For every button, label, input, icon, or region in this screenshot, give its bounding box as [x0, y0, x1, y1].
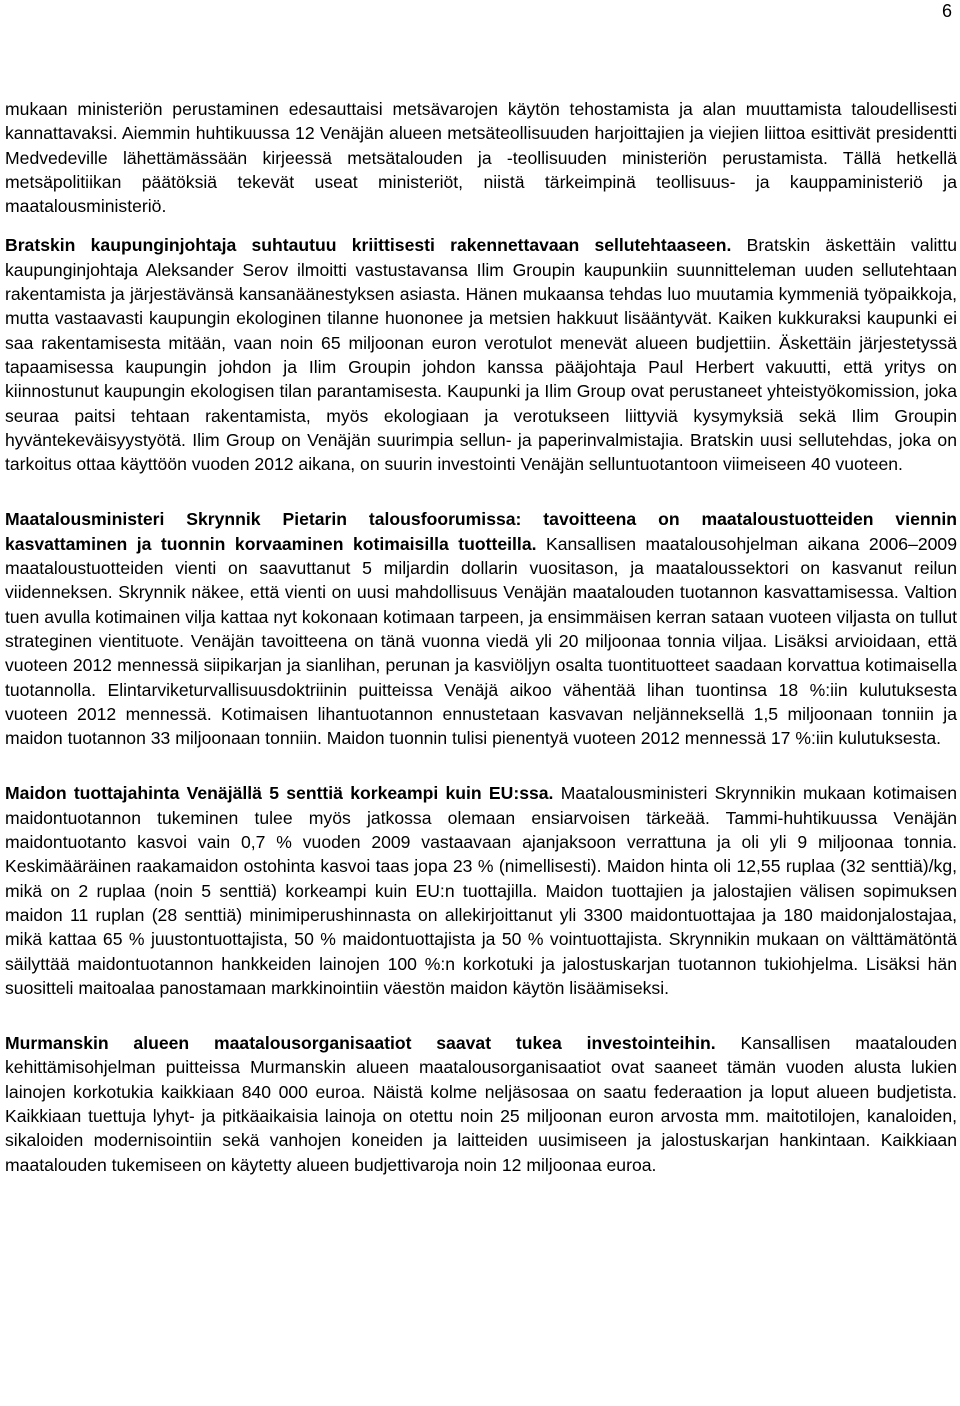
- paragraph-heading: Murmanskin alueen maatalousorganisaatiot saavat tukea investointeihin.: [5, 1033, 716, 1054]
- paragraph-text: Kansallisen maatalousohjelman aikana 2006–2009 maataloustuotteiden vienti on saavuttanut 5 miljardin dollarin vuositason, ja maataloussektori on kasvanut reilun viidenneksen. Skrynnik näkee, että vienti on uusi mahdollisuus Venäjän maatalouden tuotannon kasvattamisessa. Valtion tuen avulla kotimainen vilja kattaa nyt kokonaan kotimaan tarpeen, ja ensimmäisen kerran sataan vuoteen viljasta on tullut strateginen vientituote. Venäjän tavoitteena on tänä vuonna viedä yli 20 miljoonaa tonnia viljaa. Lisäksi arvioidaan, että vuoteen 2012 mennessä siipikarjan ja sianlihan, perunan ja kasviöljyn osalta tuontituotteet saadaan korvattua kotimaisella tuotannolla. Elintarviketurvallisuusdoktriinin puitteissa Venäjä aikoo vähentää lihan tuontinsa 18 %:iin kulutuksesta vuoteen 2012 mennessä. Kotimaisen lihantuotannon ennustetaan kasvavan neljänneksellä 1,5 miljoonaan tonniin ja maidon tuotannon 33 miljoonaan tonniin. Maidon tuonnin tulisi pienentyä vuoteen 2012 mennessä 17 %:iin kulutuksesta.: [5, 533, 957, 749]
- paragraph-skrynnik-forum: [5, 507, 957, 750]
- document-body: [5, 97, 957, 1177]
- paragraph-heading: Bratskin kaupunginjohtaja suhtautuu kriittisesti rakennettavaan sellutehtaaseen.: [5, 235, 732, 256]
- paragraph-text: Kansallisen maatalouden kehittämisohjelman puitteissa Murmanskin alueen maatalousorganisaatiot ovat saaneet tämän vuoden alusta lukien lainojen korkotukia kaikkiaan 840 000 euroa. Näistä kolme neljäsosaa on saatu federaation ja loput alueen budjetista. Kaikkiaan tuettuja lyhyt- ja pitkäaikaisia lainoja on otettu noin 25 miljoonan euron arvosta mm. maitotilojen, kanaloiden, sikaloiden modernisointiin sekä vanhojen koneiden ja laitteiden uusimiseen ja jalostuskarjan hankintaan. Kaikkiaan maatalouden tukemiseen on käytetty alueen budjettivaroja noin 12 miljoonaa euroa.: [5, 1033, 957, 1175]
- paragraph-heading: Maidon tuottajahinta Venäjällä 5 senttiä korkeampi kuin EU:ssa.: [5, 783, 554, 804]
- paragraph-bratsk-mill: [5, 233, 957, 476]
- paragraph-text: Maatalousministeri Skrynnikin mukaan kotimaisen maidontuotannon tukeminen tulee myös jatkossa olemaan ensiarvoisen tärkeää. Tammi-huhtikuussa Venäjän maidontuotanto kasvoi vain 0,7 % vuoden 2009 vastaavaan ajanjaksoon verrattuna ja oli yli 9 miljoonaa tonnia. Keskimääräinen raakamaidon ostohinta kasvoi taas jopa 23 % (nimellisesti). Maidon hinta oli 12,55 ruplaa (32 senttiä)/kg, mikä on 2 ruplaa (noin 5 senttiä) korkeampi kuin EU:n tuottajilla. Maidon tuottajien ja jalostajien välisen sopimuksen maidon 11 ruplan (28 senttiä) minimiperushinnasta on allekirjoittanut yli 3300 maidontuottajaa ja 180 maidonjalostajaa, mikä kattaa 65 % juustontuottajista, 50 % maidontuottajista ja 50 % vointuottajista. Skrynnikin mukaan on välttämätöntä säilyttää maidontuotannon hankkeiden lainojen 100 %:n korkotuki ja jalostuskarjan tuotannon tukiohjelma. Lisäksi hän suositteli maitoalaa panostamaan markkinointiin väestön maidon käytön lisäämiseksi.: [5, 783, 957, 998]
- paragraph-heading: Maatalousministeri Skrynnik Pietarin talousfoorumissa: tavoitteena on maataloustuotteiden viennin kasvattaminen ja tuonnin korvaaminen kotimaisilla tuotteilla.: [5, 509, 957, 554]
- paragraph-forest-ministry: [5, 97, 957, 218]
- paragraph-text: mukaan ministeriön perustaminen edesauttaisi metsävarojen käytön tehostamista ja alan muuttamista taloudellisesti kannattavaksi. Aiemmin huhtikuussa 12 Venäjän alueen metsäteollisuuden harjoittajien ja viejien liittoa esittivät presidentti Medvedeville lähettämässään kirjeessä metsätalouden ja -teollisuuden ministeriön perustamista. Tällä hetkellä metsäpolitiikan päätöksiä tekevät useat ministeriöt, niistä tärkeimpinä teollisuus- ja kauppaministeriö ja maatalousministeriö.: [5, 99, 957, 217]
- page-number: 6: [941, 1, 952, 21]
- paragraph-murmansk-support: [5, 1031, 957, 1177]
- paragraph-milk-price: [5, 781, 957, 1000]
- paragraph-text: Bratskin äskettäin valittu kaupunginjohtaja Aleksander Serov ilmoitti vastustavansa Ilim Groupin kaupunkiin suunnitteleman uuden sellutehtaan rakentamista ja järjestävänsä kansanäänestyksen asiasta. Hänen mukaansa tehdas luo muutamia kymmeniä työpaikkoja, mutta vastaavasti kaupungin ekologinen tilanne huononee ja metsien hakkuut lisääntyvät. Kaiken kukkuraksi kaupunki ei saa rakentamisesta mitään, vaan noin 65 miljoonan euron verotulot menevät alueen budjettiin. Äskettäin järjestetyssä tapaamisessa kaupungin johdon ja Ilim Groupin johdon kanssa pääjohtaja Paul Herbert vakuutti, että yritys on kiinnostunut kaupungin ekologisen tilan parantamisesta. Kaupunki ja Ilim Group ovat perustaneet yhteistyökomission, joka seuraa paitsi tehtaan rakentamista, myös ekologiaan ja verotukseen liittyviä kysymyksiä sekä Ilim Groupin hyväntekeväisyystyötä. Ilim Group on Venäjän suurimpia sellun- ja paperinvalmistajia. Bratskin uusi sellutehdas, joka on tarkoitus ottaa käyttöön vuoden 2012 aikana, on suurin investointi Venäjän selluntuotantoon viimeiseen 40 vuoteen.: [5, 235, 957, 475]
